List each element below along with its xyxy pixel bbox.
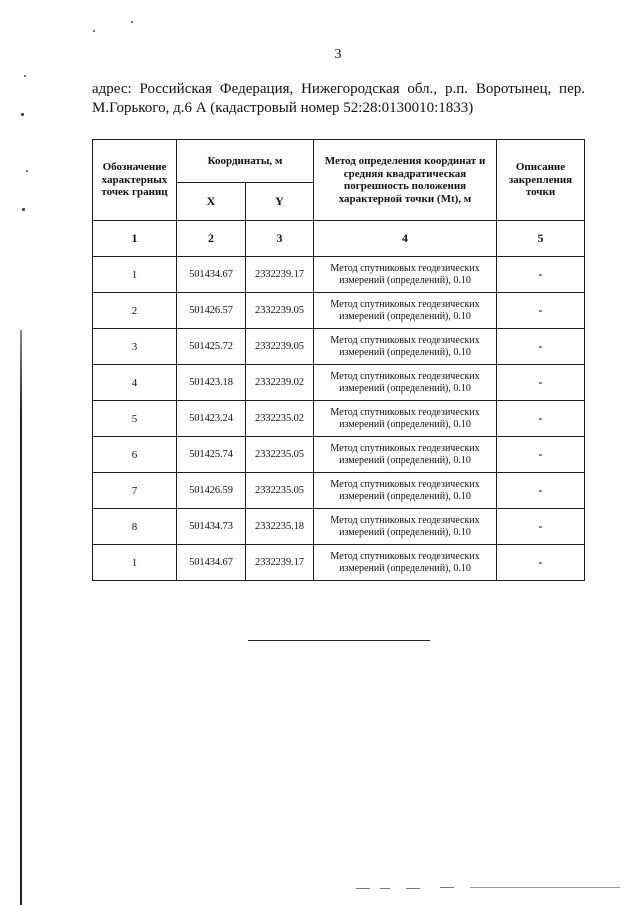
- cell-point: 2: [93, 293, 177, 329]
- table-row: [93, 545, 585, 581]
- scan-speck: [24, 75, 26, 77]
- cell-point: 6: [93, 437, 177, 473]
- table-row: [93, 437, 585, 473]
- cell-method: Метод спутниковых геодезических измерений (определений), 0.10: [314, 473, 497, 509]
- table-row: [93, 509, 585, 545]
- cell-method: Метод спутниковых геодезических измерений (определений), 0.10: [314, 545, 497, 581]
- header-point: Обозначение характерных точек границ: [93, 140, 177, 221]
- table-row: [93, 257, 585, 293]
- cell-method: Метод спутниковых геодезических измерений (определений), 0.10: [314, 401, 497, 437]
- cell-point: 4: [93, 365, 177, 401]
- table-body: [93, 257, 585, 581]
- scan-dash: [406, 888, 420, 889]
- table-row: [93, 401, 585, 437]
- column-numbers-row: [93, 221, 585, 257]
- cell-description: -: [497, 401, 585, 437]
- cell-y: 2332235.05: [246, 473, 314, 509]
- cell-point: 8: [93, 509, 177, 545]
- scan-dash: [470, 887, 620, 888]
- scan-dash: [356, 888, 370, 889]
- column-number: 5: [497, 221, 585, 257]
- cell-description: -: [497, 473, 585, 509]
- cell-point: 3: [93, 329, 177, 365]
- table-row: [93, 293, 585, 329]
- cell-x: 501423.24: [177, 401, 246, 437]
- address-line-2: М.Горького, д.6 А (кадастровый номер 52:28:0130010:1833): [92, 100, 474, 116]
- scan-speck: [21, 113, 24, 116]
- cell-point: 5: [93, 401, 177, 437]
- closing-rule: [248, 640, 430, 641]
- cell-description: -: [497, 545, 585, 581]
- cell-method: Метод спутниковых геодезических измерений (определений), 0.10: [314, 509, 497, 545]
- scan-speck: [22, 208, 25, 211]
- cell-x: 501426.57: [177, 293, 246, 329]
- cell-point: 7: [93, 473, 177, 509]
- scan-dash: [440, 887, 454, 888]
- cell-x: 501425.72: [177, 329, 246, 365]
- cell-y: 2332239.17: [246, 257, 314, 293]
- address-line-1: адрес: Российская Федерация, Нижегородская обл., р.п. Воротынец, пер.: [92, 81, 585, 97]
- column-number: 3: [246, 221, 314, 257]
- column-number: 2: [177, 221, 246, 257]
- cell-description: -: [497, 509, 585, 545]
- cell-description: -: [497, 293, 585, 329]
- cell-method: Метод спутниковых геодезических измерений (определений), 0.10: [314, 257, 497, 293]
- cell-y: 2332235.02: [246, 401, 314, 437]
- header-coordinates: Координаты, м: [177, 140, 314, 183]
- header-y: Y: [246, 183, 314, 221]
- cell-y: 2332239.17: [246, 545, 314, 581]
- cell-method: Метод спутниковых геодезических измерений (определений), 0.10: [314, 293, 497, 329]
- scan-speck: [26, 170, 28, 172]
- cell-point: 1: [93, 257, 177, 293]
- scan-edge-line: [20, 330, 22, 905]
- cell-x: 501434.67: [177, 257, 246, 293]
- page-number: 3: [334, 47, 342, 62]
- scan-dash: [380, 888, 390, 889]
- cell-x: 501434.67: [177, 545, 246, 581]
- cell-x: 501425.74: [177, 437, 246, 473]
- table-row: [93, 329, 585, 365]
- cell-x: 501426.59: [177, 473, 246, 509]
- header-row: [93, 140, 585, 183]
- column-number: 1: [93, 221, 177, 257]
- header-method: Метод определения координат и средняя квадратическая погрешность положения характерной точки (Mt), м: [314, 140, 497, 221]
- cell-method: Метод спутниковых геодезических измерений (определений), 0.10: [314, 365, 497, 401]
- boundary-points-table: [92, 139, 585, 581]
- cell-y: 2332239.05: [246, 293, 314, 329]
- cell-description: -: [497, 329, 585, 365]
- cell-y: 2332235.05: [246, 437, 314, 473]
- header-description: Описание закрепления точки: [497, 140, 585, 221]
- cell-y: 2332239.05: [246, 329, 314, 365]
- address-paragraph: [92, 80, 585, 118]
- cell-x: 501423.18: [177, 365, 246, 401]
- column-number: 4: [314, 221, 497, 257]
- cell-y: 2332239.02: [246, 365, 314, 401]
- table-row: [93, 473, 585, 509]
- cell-x: 501434.73: [177, 509, 246, 545]
- cell-method: Метод спутниковых геодезических измерений (определений), 0.10: [314, 329, 497, 365]
- header-x: X: [177, 183, 246, 221]
- cell-y: 2332235.18: [246, 509, 314, 545]
- cell-description: -: [497, 365, 585, 401]
- table-row: [93, 365, 585, 401]
- cell-point: 1: [93, 545, 177, 581]
- scan-speck: [93, 30, 95, 32]
- cell-description: -: [497, 437, 585, 473]
- scan-speck: [131, 21, 133, 23]
- cell-description: -: [497, 257, 585, 293]
- cell-method: Метод спутниковых геодезических измерений (определений), 0.10: [314, 437, 497, 473]
